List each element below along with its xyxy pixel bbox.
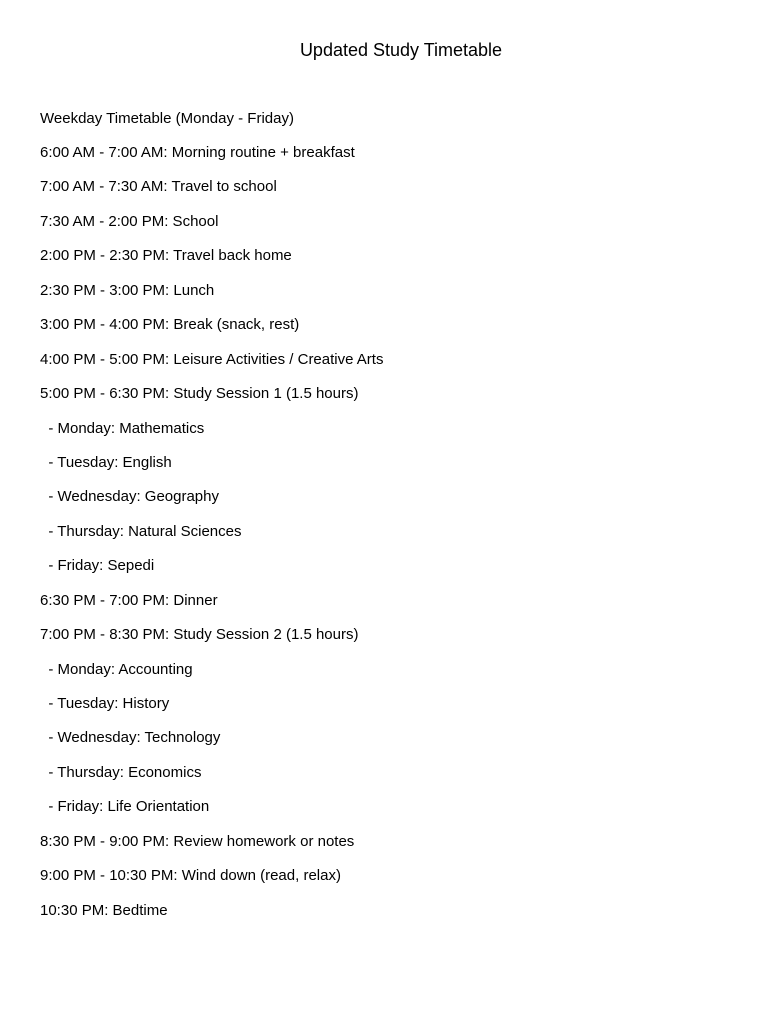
timetable-line: 2:30 PM - 3:00 PM: Lunch bbox=[40, 281, 215, 299]
timetable-subitem: - Wednesday: Technology bbox=[40, 729, 221, 747]
timetable-subitem: - Friday: Sepedi bbox=[40, 557, 155, 575]
timetable-line: 10:30 PM: Bedtime bbox=[40, 901, 168, 919]
timetable-subitem: - Wednesday: Geography bbox=[40, 488, 219, 506]
section-heading: Weekday Timetable (Monday - Friday) bbox=[40, 110, 294, 127]
timetable-line: 7:30 AM - 2:00 PM: School bbox=[40, 212, 219, 230]
timetable-line: 5:00 PM - 6:30 PM: Study Session 1 (1.5 hours) bbox=[40, 385, 359, 403]
timetable-subitem: - Tuesday: History bbox=[40, 695, 170, 712]
timetable-list bbox=[40, 144, 383, 936]
timetable-subitem: - Monday: Accounting bbox=[40, 660, 193, 678]
timetable-subitem: - Friday: Life Orientation bbox=[40, 798, 210, 816]
timetable-subitem: - Tuesday: English bbox=[40, 453, 172, 471]
timetable-line: 6:00 AM - 7:00 AM: Morning routine + breakfast bbox=[40, 144, 355, 161]
timetable-line: 3:00 PM - 4:00 PM: Break (snack, rest) bbox=[40, 316, 300, 334]
timetable-subitem: - Thursday: Natural Sciences bbox=[40, 522, 242, 540]
timetable-line: 2:00 PM - 2:30 PM: Travel back home bbox=[40, 247, 292, 265]
timetable-line: 6:30 PM - 7:00 PM: Dinner bbox=[40, 591, 218, 609]
timetable-subitem: - Monday: Mathematics bbox=[40, 419, 205, 437]
timetable-subitem: - Thursday: Economics bbox=[40, 763, 202, 781]
timetable-line: 7:00 AM - 7:30 AM: Travel to school bbox=[40, 178, 277, 196]
timetable-line: 4:00 PM - 5:00 PM: Leisure Activities / Creative Arts bbox=[40, 350, 384, 368]
timetable-line: 7:00 PM - 8:30 PM: Study Session 2 (1.5 hours) bbox=[40, 626, 359, 644]
page-title: Updated Study Timetable bbox=[299, 40, 503, 60]
timetable-line: 8:30 PM - 9:00 PM: Review homework or notes bbox=[40, 832, 355, 850]
timetable-line: 9:00 PM - 10:30 PM: Wind down (read, relax) bbox=[40, 867, 341, 885]
